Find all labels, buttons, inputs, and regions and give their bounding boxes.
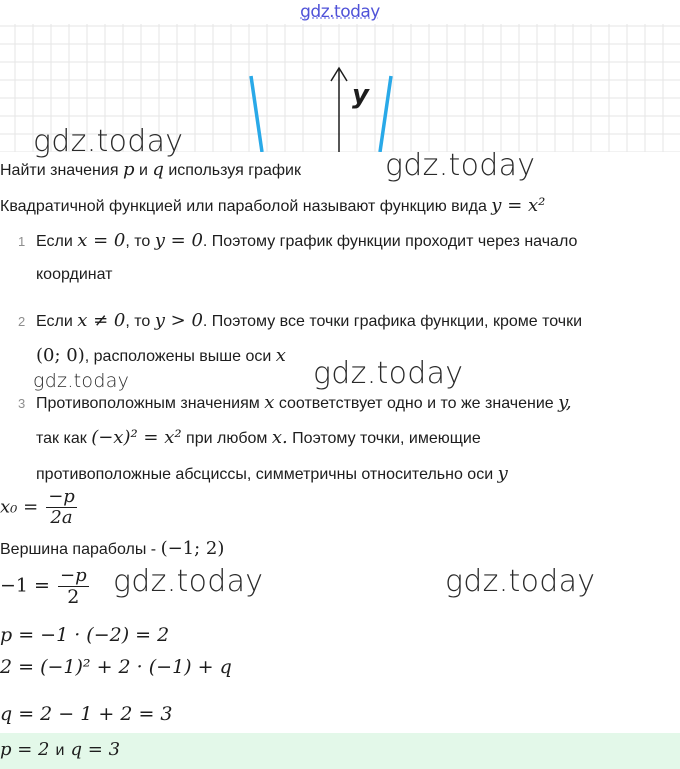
list-item: Противоположным значениям x соответствует одно и то же значение y, [36, 392, 572, 413]
watermark: gdz.today [33, 124, 184, 159]
watermark: gdz.today [385, 148, 536, 183]
parabola-left-branch [251, 76, 262, 152]
equation: q = 2 − 1 + 2 = 3 [0, 703, 173, 725]
vertex-line: Вершина параболы - (−1; 2) [0, 538, 228, 559]
watermark: gdz.today [445, 564, 596, 599]
fraction: $\frac{-p}{2}$ [60, 565, 87, 608]
vertex-formula: x₀ = $\frac{-p}{2a}$ [0, 486, 75, 528]
list-item-number: 3 [18, 396, 26, 411]
list-item-number: 1 [18, 234, 26, 249]
definition: Квадратичной функцией или параболой называют функцию вида y = x² [0, 195, 546, 216]
equation: −1 = $\frac{-p}{2}$ [0, 565, 87, 608]
equation: 2 = (−1)² + 2 · (−1) + q [0, 656, 232, 678]
fraction: $\frac{-p}{2a}$ [48, 486, 75, 528]
list-item-continuation: (0; 0), расположены выше оси x [36, 345, 286, 366]
y-axis-label: y [352, 80, 369, 110]
list-item-continuation: координат [36, 266, 113, 283]
answer: p = 2 и q = 3 [0, 739, 121, 760]
list-item: Если x ≠ 0, то y > 0. Поэтому все точки графика функции, кроме точки [36, 310, 583, 331]
equation: p = −1 · (−2) = 2 [0, 624, 170, 646]
list-item: Если x = 0, то y = 0. Поэтому график функции проходит через начало [36, 230, 578, 251]
watermark: gdz.today [313, 356, 464, 391]
watermark: gdz.today [113, 564, 264, 599]
parabola-right-branch [380, 76, 391, 152]
watermark: gdz.today [33, 370, 130, 392]
list-item-number: 2 [18, 314, 26, 329]
list-item-continuation: так как (−x)² = x² при любом x. Поэтому точки, имеющие [36, 427, 481, 448]
list-item-continuation: противоположные абсциссы, симметричны относительно оси y [36, 463, 508, 484]
site-watermark-top[interactable]: gdz.today [300, 2, 380, 22]
task-statement: Найти значения p и q используя график [0, 159, 301, 180]
